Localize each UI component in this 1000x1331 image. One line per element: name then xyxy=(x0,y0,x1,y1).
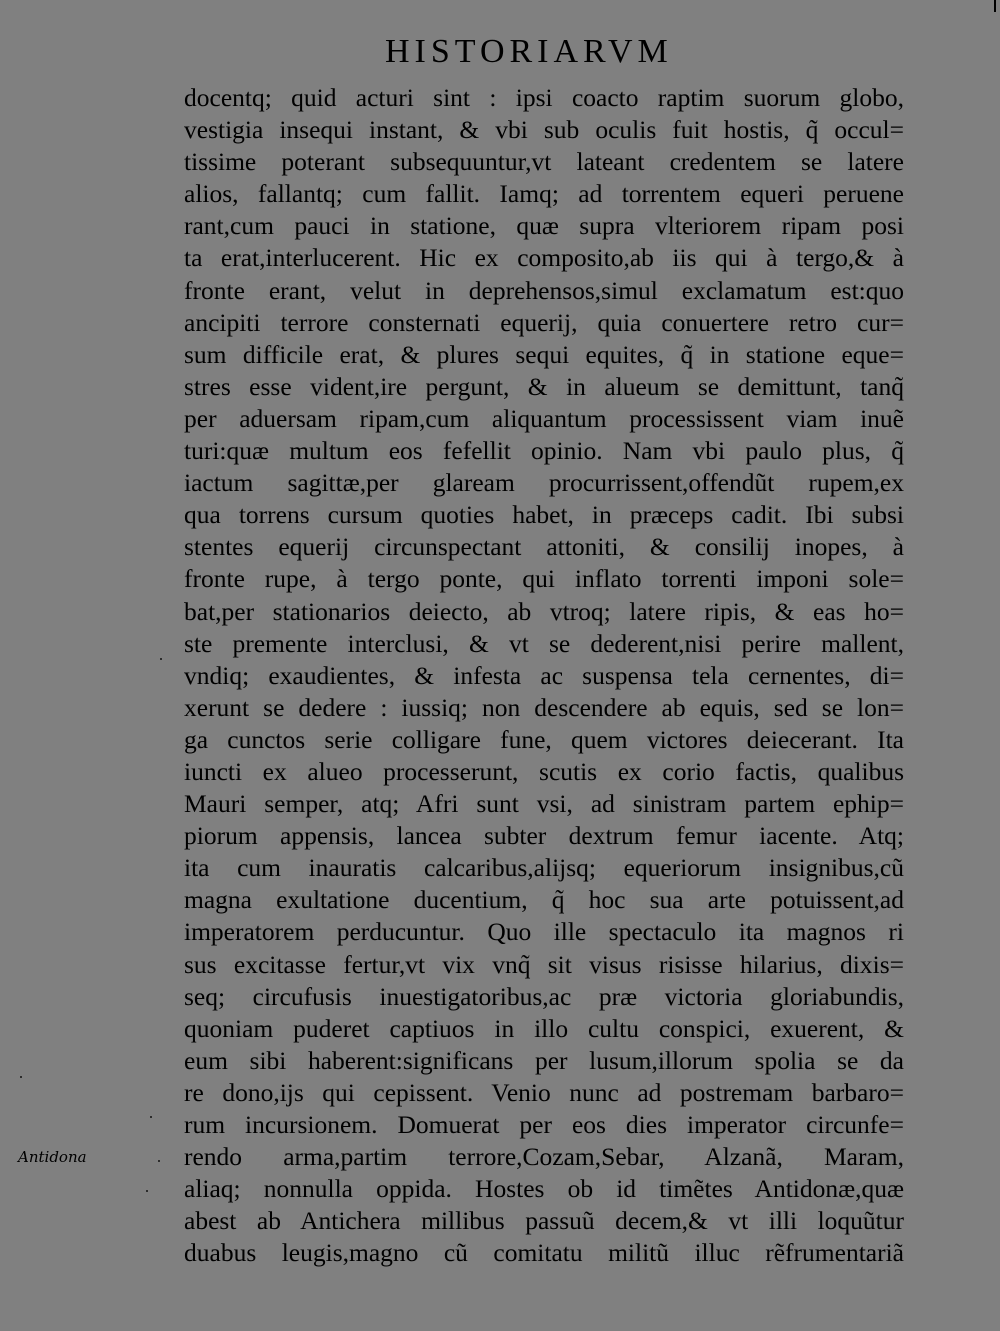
text-line: re dono,ijs qui cepissent. Venio nunc ad postremam barbaro= xyxy=(184,1077,904,1107)
page-edge-mark xyxy=(994,0,996,12)
margin-note: Antidona xyxy=(18,1148,87,1166)
text-line: stentes equerij circunspectant attoniti, & consilij inopes, à xyxy=(184,532,904,562)
text-line: ita cum inauratis calcaribus,alijsq; equeriorum insignibus,cũ xyxy=(184,853,904,883)
ink-speck xyxy=(160,658,162,660)
text-line: magna exultatione ducentium, q̃ hoc sua arte potuissent,ad xyxy=(184,885,904,915)
text-line: rant,cum pauci in statione, quæ supra vlteriorem ripam posi xyxy=(184,211,904,241)
text-block xyxy=(184,82,904,1269)
text-line: aliaq; nonnulla oppida. Hostes ob id timẽtes Antidonæ,quæ xyxy=(184,1174,904,1204)
running-head: HISTORIARVM xyxy=(385,33,673,70)
text-line: seq; circufusis inuestigatoribus,ac præ victoria gloriabundis, xyxy=(184,981,904,1011)
text-line: ga cunctos serie colligare fune, quem victores deiecerant. Ita xyxy=(184,724,904,754)
text-line: eum sibi haberent:significans per lusum,illorum spolia se da xyxy=(184,1045,904,1075)
text-line: tissime poterant subsequuntur,vt lateant credentem se latere xyxy=(184,147,904,177)
text-line: vestigia insequi instant, & vbi sub oculis fuit hostis, q̃ occul= xyxy=(184,115,904,145)
text-line: abest ab Antichera millibus passuũ decem,& vt illi loquũtur xyxy=(184,1206,904,1236)
text-line: duabus leugis,magno cũ comitatu militũ illuc rẽfrumentariã xyxy=(184,1238,904,1268)
ink-speck xyxy=(146,1190,148,1192)
text-line: rum incursionem. Domuerat per eos dies imperator circunfe= xyxy=(184,1110,904,1139)
text-line: ste premente interclusi, & vt se dederent,nisi perire mallent, xyxy=(184,628,904,658)
text-line: vndiq; exaudientes, & infesta ac suspensa tela cernentes, di= xyxy=(184,660,904,690)
text-line: Mauri semper, atq; Afri sunt vsi, ad sinistram partem ephip= xyxy=(184,789,904,819)
text-line: iuncti ex alueo processerunt, scutis ex corio factis, qualibus xyxy=(184,756,904,786)
text-line: fronte erant, velut in deprehensos,simul exclamatum est:quo xyxy=(184,275,904,305)
text-line: turi:quæ multum eos fefellit opinio. Nam vbi paulo plus, q̃ xyxy=(184,436,904,466)
ink-speck xyxy=(150,1116,152,1118)
text-line: qua torrens cursum quoties habet, in præceps cadit. Ibi subsi xyxy=(184,500,904,530)
text-line: rendo arma,partim terrore,Cozam,Sebar, Alzanã, Maram, xyxy=(184,1142,904,1172)
text-line: stres esse vident,ire pergunt, & in alueum se demittunt, tanq̃ xyxy=(184,371,904,401)
text-line: sum difficile erat, & plures sequi equites, q̃ in statione eque= xyxy=(184,339,904,369)
text-line: docentq; quid acturi sint : ipsi coacto raptim suorum globo, xyxy=(184,83,904,112)
text-line: ancipiti terrore consternati equerij, quia conuertere retro cur= xyxy=(184,307,904,337)
text-line: iactum sagittæ,per glaream procurrissent,offendũt rupem,ex xyxy=(184,468,904,498)
text-line: quoniam puderet captiuos in illo cultu conspici, exuerent, & xyxy=(184,1013,904,1043)
text-line: xerunt se dedere : iussiq; non descendere ab equis, sed se lon= xyxy=(184,692,904,722)
text-line: per aduersam ripam,cum aliquantum processissent viam inuẽ xyxy=(184,403,904,433)
text-line: ta erat,interlucerent. Hic ex composito,ab iis qui à tergo,& à xyxy=(184,243,904,273)
text-line: imperatorem perducuntur. Quo ille spectaculo ita magnos ri xyxy=(184,917,904,947)
text-line: fronte rupe, à tergo ponte, qui inflato torrenti imponi sole= xyxy=(184,564,904,594)
text-line: alios, fallantq; cum fallit. Iamq; ad torrentem equeri peruene xyxy=(184,179,904,209)
ink-speck xyxy=(158,1160,160,1162)
text-line: bat,per stationarios deiecto, ab vtroq; latere ripis, & eas ho= xyxy=(184,596,904,626)
text-line: piorum appensis, lancea subter dextrum femur iacente. Atq; xyxy=(184,821,904,851)
ink-speck xyxy=(20,1076,22,1078)
text-line: sus excitasse fertur,vt vix vnq̃ sit visus risisse hilarius, dixis= xyxy=(184,949,904,979)
